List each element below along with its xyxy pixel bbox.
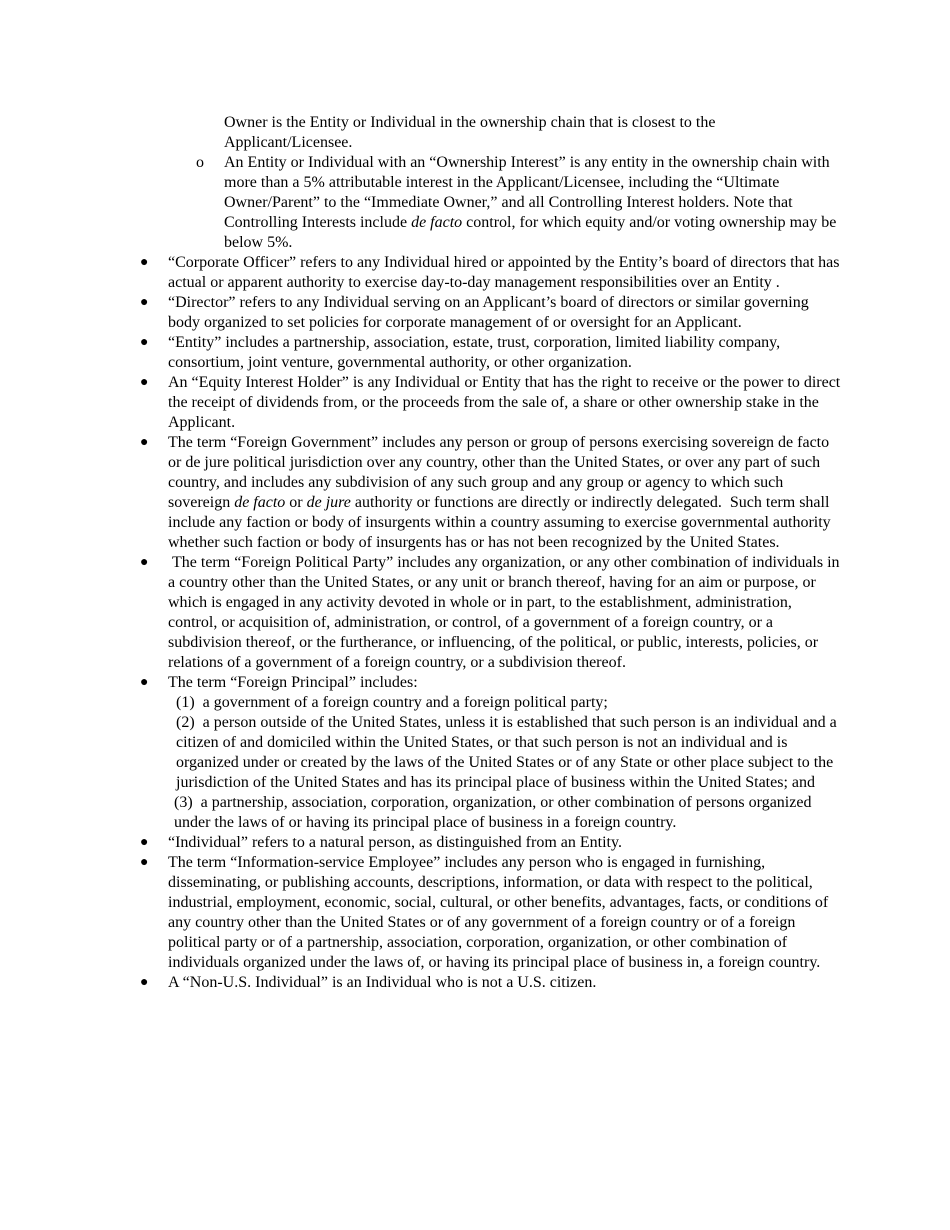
- bullet-icon: ●: [140, 975, 149, 990]
- bullet-icon: ●: [140, 555, 149, 570]
- bullet-foreign-principal: [140, 673, 844, 833]
- foreign-government-text-a: The term “Foreign Government” includes any person or group of persons exercising sovereign de facto or de jure political jurisdiction over any country, other than the United States, or over any part of such country, and includes any subdivision of any such group and any group or agency to which such sovereign: [168, 434, 830, 511]
- bullet-information-service-employee: [140, 853, 844, 973]
- sub-item-ownership-interest: [196, 153, 844, 253]
- continuation-text: Owner is the Entity or Individual in the ownership chain that is closest to the Applicant/Licensee.: [224, 114, 716, 151]
- bullet-director: [140, 293, 844, 333]
- foreign-government-italic-a: de facto: [234, 494, 286, 511]
- information-service-text: The term “Information-service Employee” includes any person who is engaged in furnishing, disseminating, or publishing accounts, descriptions, information, or data with respect to the political, industrial, employment, economic, social, cultural, or other benefits, advantages, facts, or conditions of any country other than the United States or of any government of a foreign country or of a foreign political party or of a partnership, association, corporation, organization, or other combination of individuals organized under the laws of, or having its principal place of business in, a foreign country.: [168, 854, 829, 971]
- bullet-icon: ●: [140, 295, 149, 310]
- foreign-government-text-b: or: [285, 494, 307, 511]
- bullet-icon: ●: [140, 835, 149, 850]
- non-us-text: A “Non-U.S. Individual” is an Individual who is not a U.S. citizen.: [168, 974, 597, 991]
- individual-text: “Individual” refers to a natural person, as distinguished from an Entity.: [168, 834, 622, 851]
- ownership-interest-italic: de facto: [411, 214, 463, 231]
- document-page: [0, 113, 950, 993]
- bullet-icon: ●: [140, 675, 149, 690]
- bullet-icon: ●: [140, 335, 149, 350]
- bullet-non-us-individual: [140, 973, 844, 993]
- bullet-corporate-officer: [140, 253, 844, 293]
- foreign-government-italic-b: de jure: [306, 494, 351, 511]
- bullet-icon: ●: [140, 375, 149, 390]
- director-text: “Director” refers to any Individual serving on an Applicant’s board of directors or similar governing body organized to set policies for corporate management of or oversight for an Applicant.: [168, 294, 809, 331]
- bullet-icon: ●: [140, 855, 149, 870]
- bullet-individual: [140, 833, 844, 853]
- bullet-foreign-political-party: [140, 553, 844, 673]
- bullet-equity-interest-holder: [140, 373, 844, 433]
- foreign-principal-item-1: (1) a government of a foreign country and a foreign political party;: [176, 694, 608, 711]
- ownership-continuation: [224, 113, 844, 153]
- foreign-political-party-text: The term “Foreign Political Party” includes any organization, or any other combination of individuals in a country other than the United States, or any unit or branch thereof, having for an aim or purpose, or which is engaged in any activity devoted in whole or in part, to the establishment, administration, control, or acquisition of, administration, or control, of a government of a foreign country, or a subdivision thereof, or the furtherance, or influencing, of the political, or public, interests, policies, or relations of a government of a foreign country, or a subdivision thereof.: [168, 554, 840, 671]
- corporate-officer-text: “Corporate Officer” refers to any Individual hired or appointed by the Entity’s board of directors that has actual or apparent authority to exercise day-to-day management responsibilities over an Entity .: [168, 254, 840, 291]
- ownership-interest-text-a: An Entity or Individual with an “Ownership Interest” is any entity in the ownership chain with more than a 5% attributable interest in the Applicant/Licensee, including the “Ultimate Owner/Parent” to the “Immediate Owner,” and all Controlling Interest holders. Note that Controlling Interests include: [224, 154, 830, 231]
- bullet-foreign-government: [140, 433, 844, 553]
- bullet-entity: [140, 333, 844, 373]
- foreign-principal-item-3: (3) a partnership, association, corporation, organization, or other combination of persons organized under the laws of or having its principal place of business in a foreign country.: [174, 794, 812, 831]
- foreign-government-text-c: authority or functions are directly or indirectly delegated. Such term shall include any faction or body of insurgents within a country assuming to exercise governmental authority whether such faction or body of insurgents has or has not been recognized by the United States.: [168, 494, 831, 551]
- foreign-principal-intro: The term “Foreign Principal” includes:: [168, 674, 418, 691]
- entity-text: “Entity” includes a partnership, association, estate, trust, corporation, limited liability company, consortium, joint venture, governmental authority, or other organization.: [168, 334, 781, 371]
- bullet-icon: ●: [140, 255, 149, 270]
- ownership-interest-text-b: control, for which equity and/or voting ownership may be below 5%.: [224, 214, 837, 251]
- foreign-principal-item-2: (2) a person outside of the United States, unless it is established that such person is an individual and a citizen of and domiciled within the United States, or that such person is not an individual and is organized under or created by the laws of the United States or of any State or other place subject to the jurisdiction of the United States and has its principal place of business within the United States; and: [176, 714, 837, 791]
- circle-bullet-icon: o: [196, 154, 204, 171]
- bullet-icon: ●: [140, 435, 149, 450]
- equity-text: An “Equity Interest Holder” is any Individual or Entity that has the right to receive or the power to direct the receipt of dividends from, or the proceeds from the sale of, a share or other ownership stake in the Applicant.: [168, 374, 841, 431]
